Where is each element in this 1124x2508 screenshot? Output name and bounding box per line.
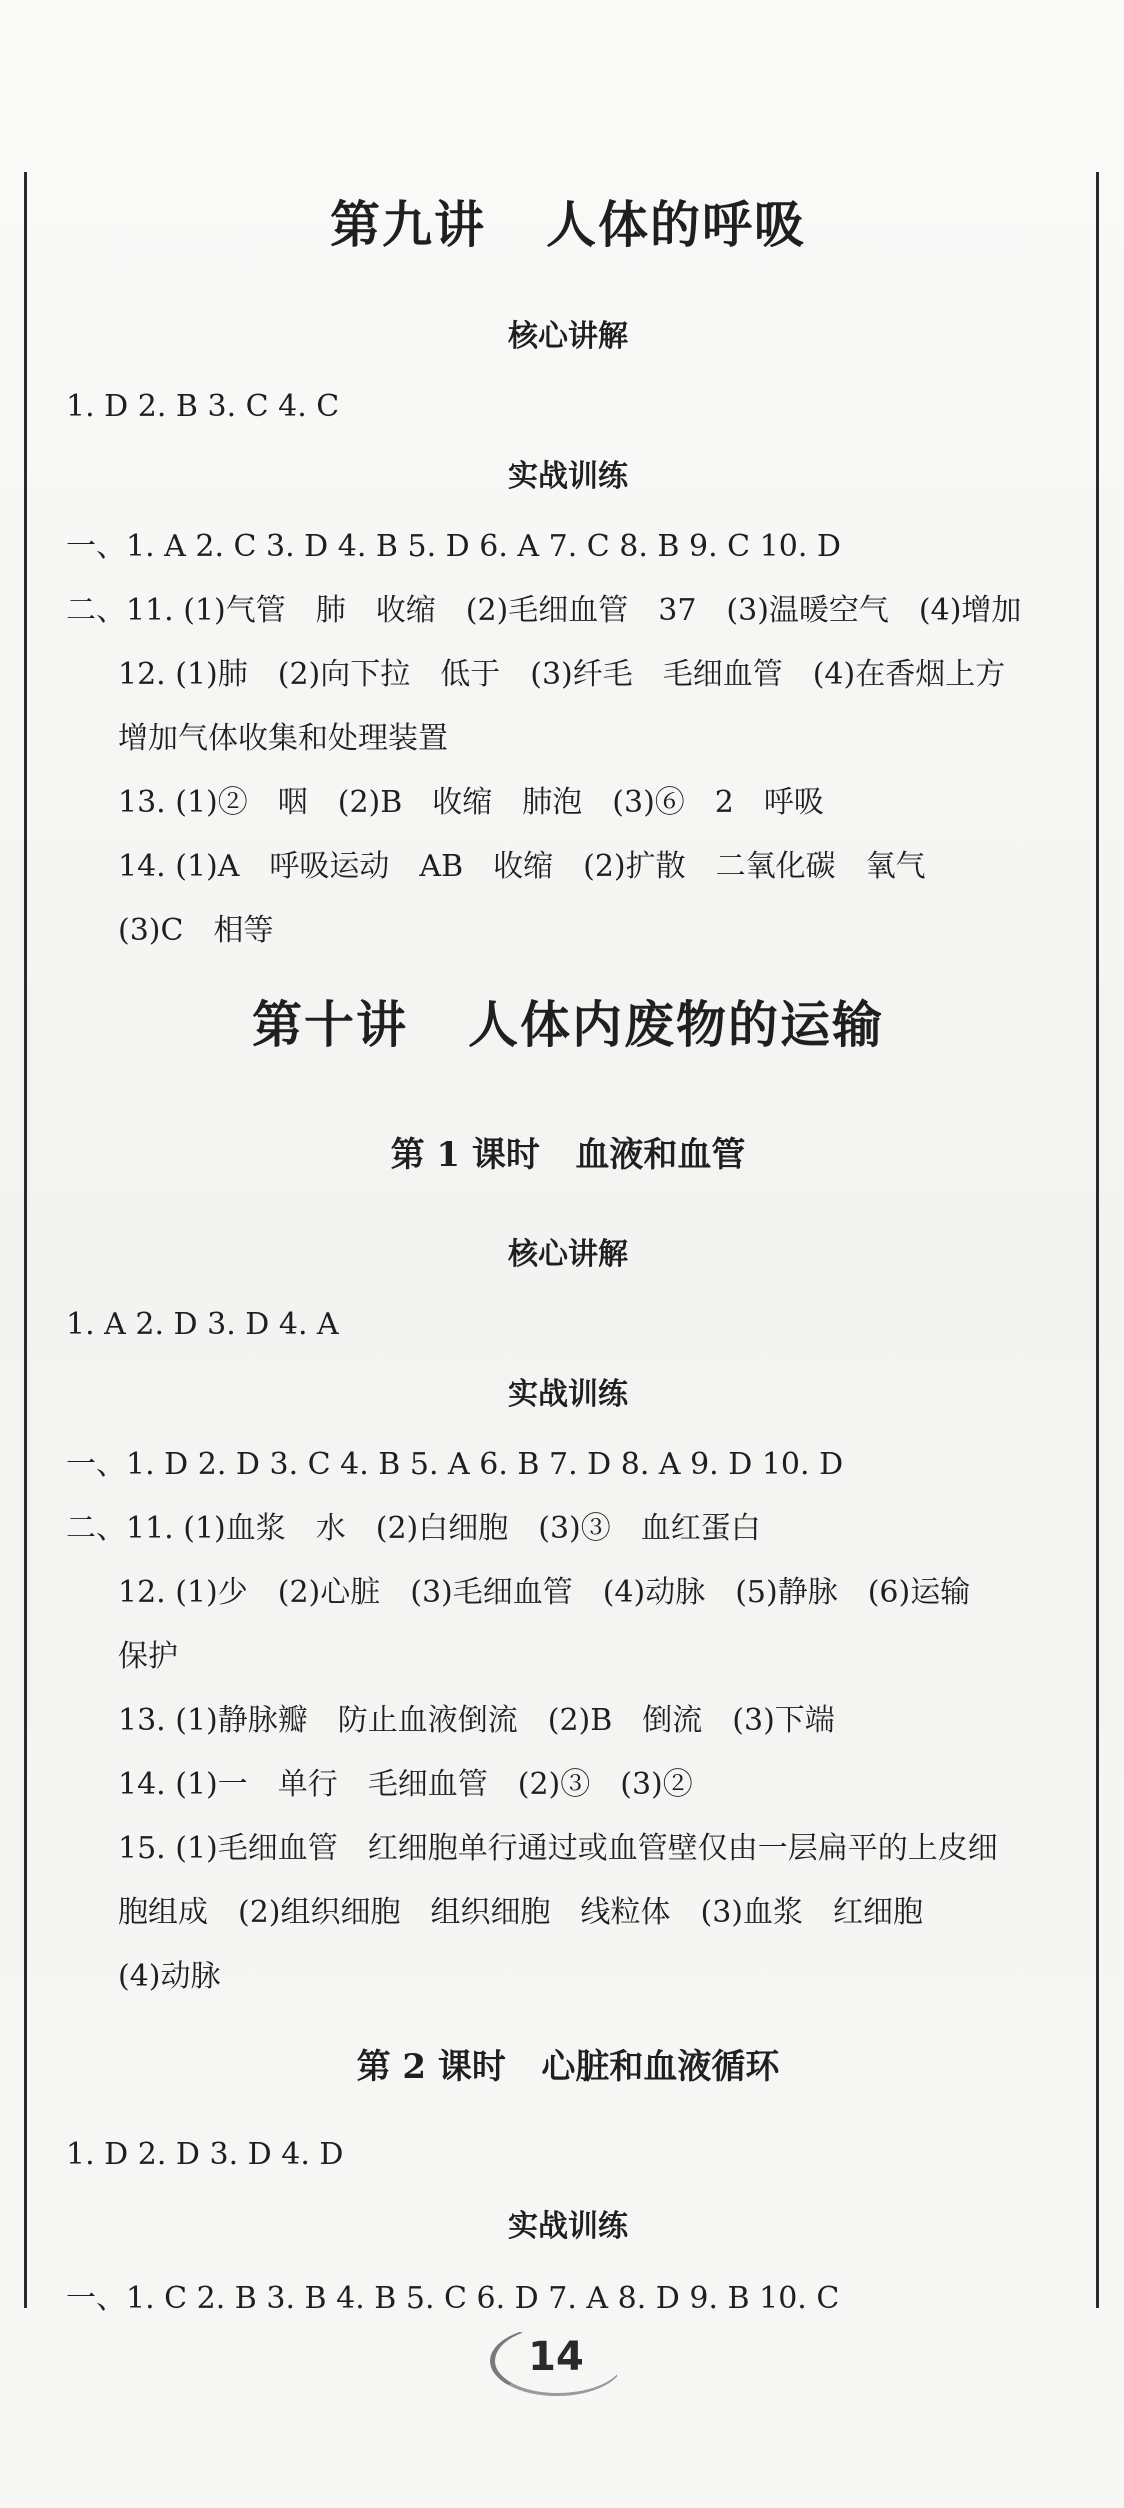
lesson-1-number: 第 1 课时 <box>390 1135 540 1175</box>
lesson-2-title: 心脏和血液循环 <box>541 2047 780 2087</box>
page-number-badge <box>486 2320 626 2400</box>
lecture-9-title-text: 人体的呼吸 <box>546 195 806 254</box>
answer-line: 12. (1)少 (2)心脏 (3)毛细血管 (4)动脉 (5)静脉 (6)运输 <box>118 1575 971 1610</box>
answer-line: (4)动脉 <box>118 1959 221 1994</box>
lesson-1-heading <box>66 1135 1070 1175</box>
core-answers-line: 1. D 2. D 3. D 4. D <box>66 2137 344 2172</box>
page-number: 14 <box>528 2334 584 2380</box>
lesson-1-title: 血液和血管 <box>575 1135 746 1175</box>
core-explanation-heading: 核心讲解 <box>508 1237 628 1272</box>
lecture-10-title-number: 第十讲 <box>252 995 408 1054</box>
core-explanation-heading: 核心讲解 <box>508 319 628 354</box>
practice-heading: 实战训练 <box>508 2209 628 2244</box>
answer-line: 13. (1)静脉瓣 防止血液倒流 (2)B 倒流 (3)下端 <box>118 1703 835 1738</box>
answer-line: 二、11. (1)血浆 水 (2)白细胞 (3)③ 血红蛋白 <box>66 1511 761 1546</box>
answer-line: 14. (1)A 呼吸运动 AB 收缩 (2)扩散 二氧化碳 氧气 <box>118 849 926 884</box>
answer-line: 14. (1)一 单行 毛细血管 (2)③ (3)② <box>118 1767 693 1802</box>
lecture-10-title <box>66 995 1070 1054</box>
answer-line: 13. (1)② 咽 (2)B 收缩 肺泡 (3)⑥ 2 呼吸 <box>118 785 824 820</box>
answer-line: 一、1. C 2. B 3. B 4. B 5. C 6. D 7. A 8. D 9. B 10. C <box>66 2281 840 2316</box>
lesson-2-heading <box>66 2047 1070 2087</box>
answer-line: 保护 <box>118 1639 178 1674</box>
lecture-9-title <box>66 195 1070 254</box>
core-answers-line: 1. D 2. B 3. C 4. C <box>66 389 340 424</box>
answer-line: 15. (1)毛细血管 红细胞单行通过或血管壁仅由一层扁平的上皮细 <box>118 1831 998 1866</box>
practice-heading: 实战训练 <box>508 1377 628 1412</box>
answer-line: 胞组成 (2)组织细胞 组织细胞 线粒体 (3)血浆 红细胞 <box>118 1895 923 1930</box>
answer-line: 一、1. D 2. D 3. C 4. B 5. A 6. B 7. D 8. A 9. D 10. D <box>66 1447 844 1482</box>
lecture-9-title-number: 第九讲 <box>330 195 486 254</box>
practice-heading: 实战训练 <box>508 459 628 494</box>
lecture-10-title-text: 人体内废物的运输 <box>468 995 884 1054</box>
right-border-line <box>1096 172 1099 2308</box>
answer-line: 增加气体收集和处理装置 <box>118 721 448 756</box>
core-answers-line: 1. A 2. D 3. D 4. A <box>66 1307 339 1342</box>
answer-line: 二、11. (1)气管 肺 收缩 (2)毛细血管 37 (3)温暖空气 (4)增加 <box>66 593 1022 628</box>
answer-line: (3)C 相等 <box>118 913 274 948</box>
left-border-line <box>24 172 27 2308</box>
answer-line: 一、1. A 2. C 3. D 4. B 5. D 6. A 7. C 8. B 9. C 10. D <box>66 529 841 564</box>
answer-line: 12. (1)肺 (2)向下拉 低于 (3)纤毛 毛细血管 (4)在香烟上方 <box>118 657 1006 692</box>
lesson-2-number: 第 2 课时 <box>356 2047 506 2087</box>
